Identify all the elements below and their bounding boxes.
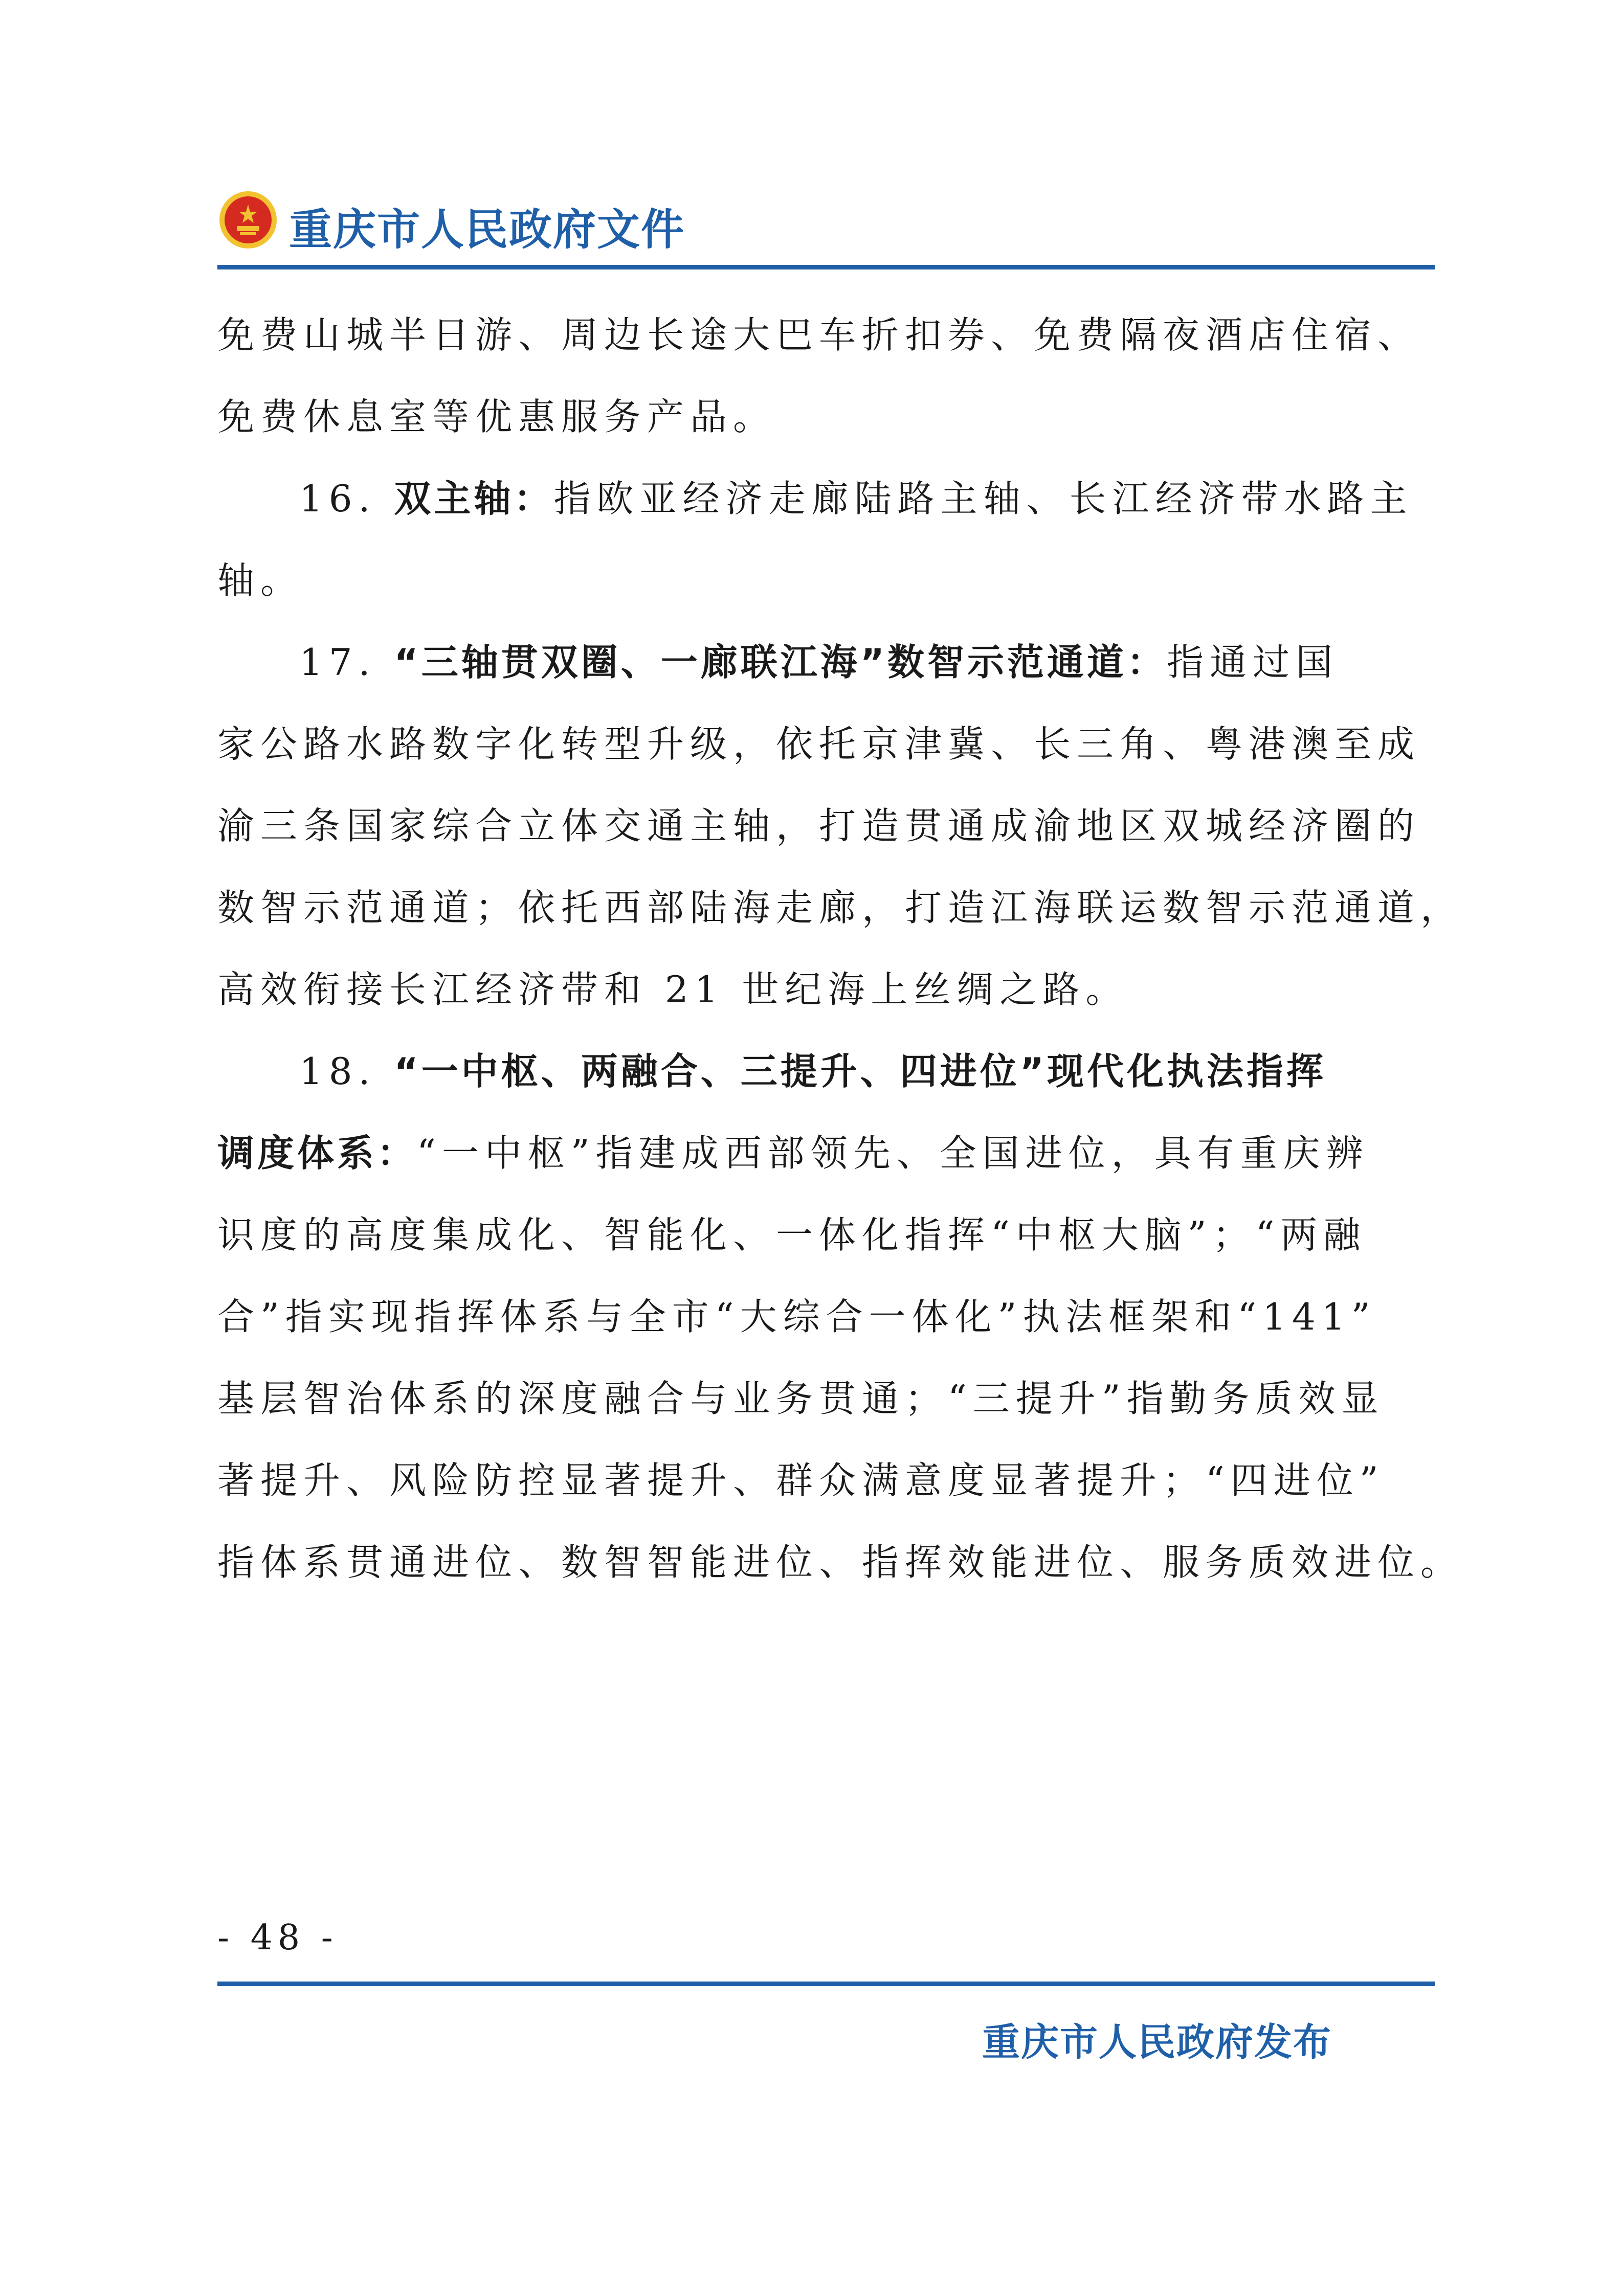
item-term: “三轴贯双圈、一廊联江海”数智示范通道: [394, 641, 1127, 684]
national-emblem-icon: [217, 189, 279, 251]
item-text: “一中枢”指建成西部领先、全国进位，具有重庆辨: [417, 1132, 1369, 1175]
item-colon: ：: [377, 1132, 417, 1175]
document-body: [217, 294, 1464, 1603]
paragraph-line: 高效衔接长江经济带和 21 世纪海上丝绸之路。: [217, 968, 1129, 1011]
item-16: [217, 458, 1435, 539]
footer-publisher: 重庆市人民政府发布: [982, 2020, 1332, 2064]
item-colon: ：: [514, 477, 554, 520]
header-divider: [217, 265, 1435, 269]
paragraph-line: [217, 1112, 1435, 1194]
item-number: 16.: [299, 477, 376, 520]
item-text: 指通过国: [1167, 641, 1339, 684]
paragraph-line: 数智示范通道；依托西部陆海走廊，打造江海联运数智示范通道，: [217, 886, 1464, 929]
paragraph-line: 著提升、风险防控显著提升、群众满意度显著提升；“四进位”: [217, 1459, 1385, 1502]
item-term: “一中枢、两融合、三提升、四进位”现代化执法指挥: [394, 1050, 1327, 1093]
document-header: [217, 184, 1435, 261]
item-text: 指欧亚经济走廊陆路主轴、长江经济带水路主: [553, 477, 1413, 520]
footer-divider: [217, 1982, 1435, 1986]
item-18: [217, 1030, 1435, 1112]
item-colon: ：: [1127, 641, 1167, 684]
paragraph-line: 合”指实现指挥体系与全市“大综合一体化”执法框架和“141”: [217, 1295, 1376, 1338]
item-17: [217, 621, 1435, 703]
item-term: 双主轴: [394, 477, 514, 520]
paragraph-line: 免费休息室等优惠服务产品。: [217, 395, 776, 438]
header-title: 重庆市人民政府文件: [289, 205, 685, 255]
item-number: 18.: [299, 1050, 376, 1093]
item-term-cont: 调度体系: [217, 1132, 377, 1175]
paragraph-line: 免费山城半日游、周边长途大巴车折扣券、免费隔夜酒店住宿、: [217, 313, 1421, 356]
paragraph-line: 基层智治体系的深度融合与业务贯通；“三提升”指勤务质效显: [217, 1377, 1385, 1420]
paragraph-line: 轴。: [217, 559, 304, 602]
page-number: - 48 -: [217, 1918, 338, 1958]
paragraph-line: 指体系贯通进位、数智智能进位、指挥效能进位、服务质效进位。: [217, 1541, 1464, 1584]
paragraph-line: 家公路水路数字化转型升级，依托京津冀、长三角、粤港澳至成: [217, 723, 1421, 766]
item-number: 17.: [299, 641, 376, 684]
paragraph-line: 渝三条国家综合立体交通主轴，打造贯通成渝地区双城经济圈的: [217, 804, 1421, 847]
paragraph-line: 识度的高度集成化、智能化、一体化指挥“中枢大脑”；“两融: [217, 1213, 1367, 1256]
